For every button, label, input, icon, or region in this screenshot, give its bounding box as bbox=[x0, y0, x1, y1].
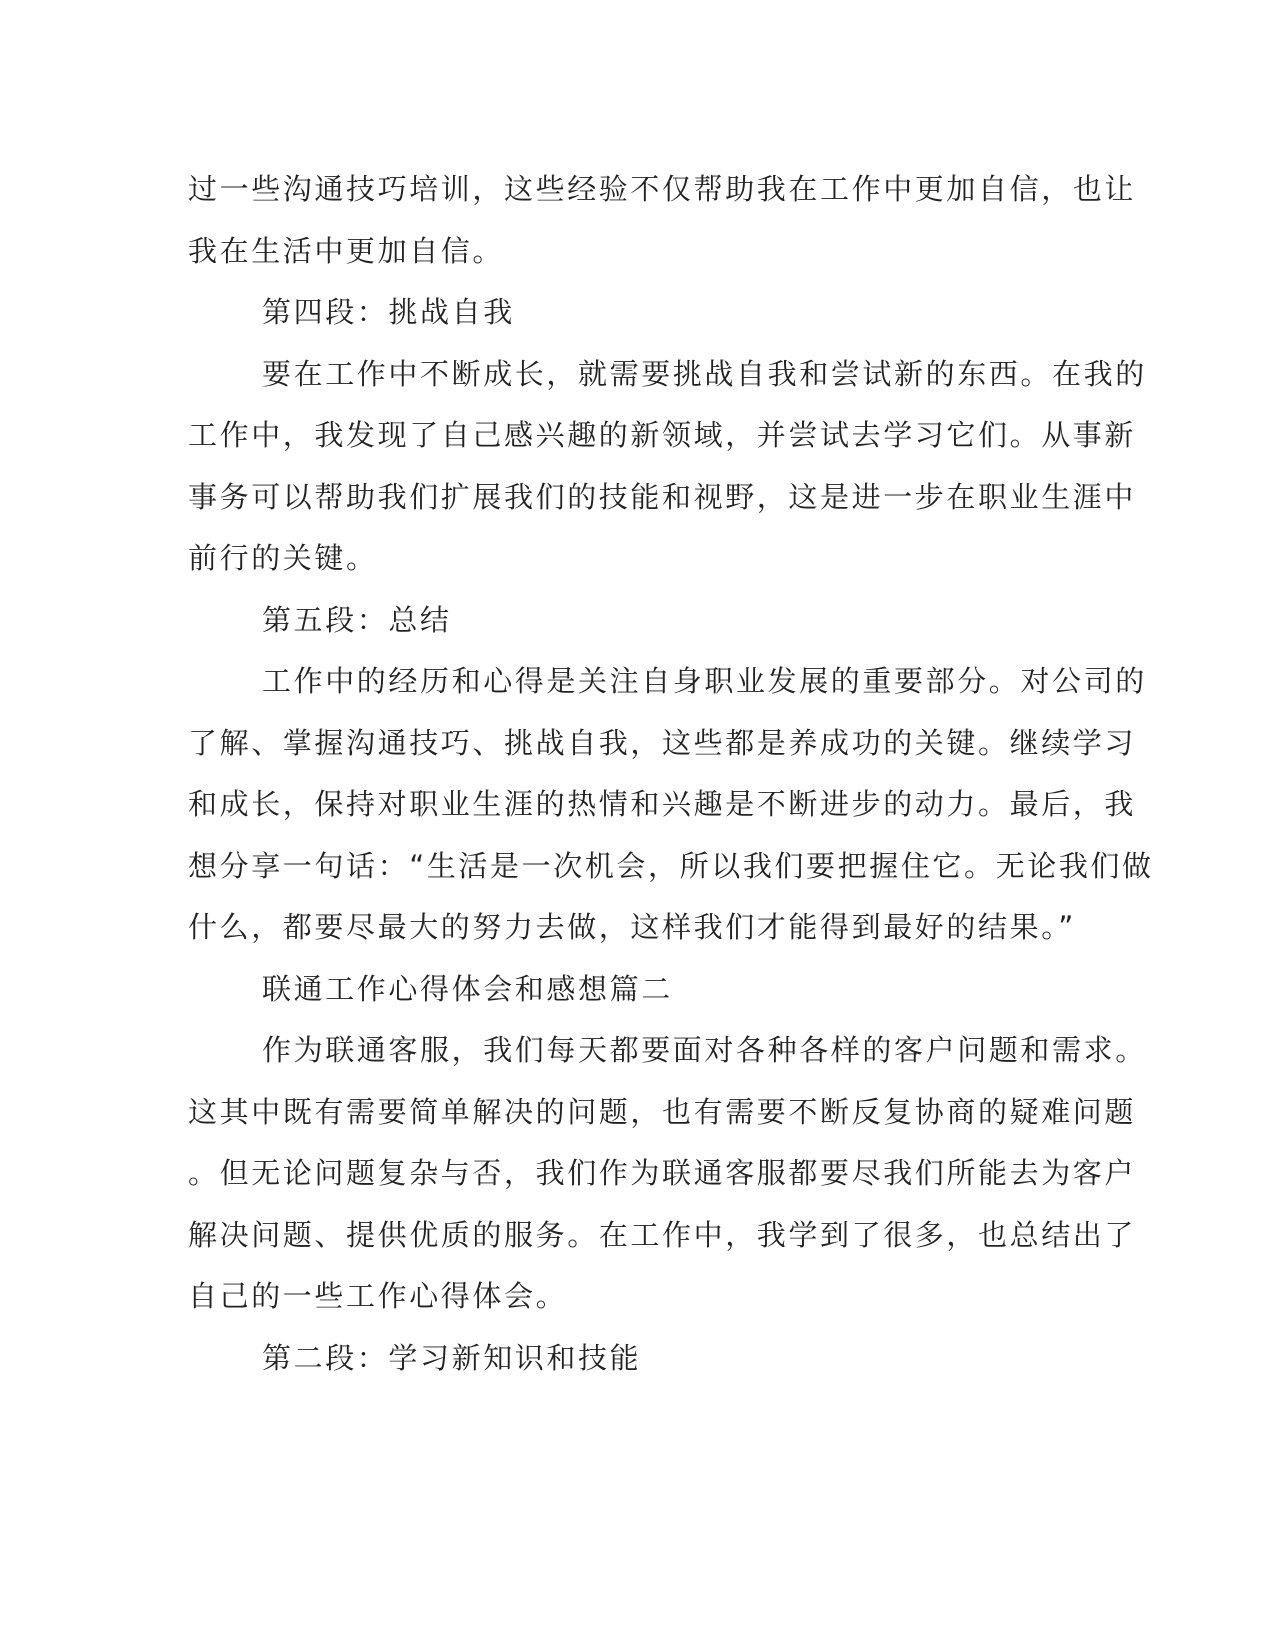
text-line: 工作中的经历和心得是关注自身职业发展的重要部分。对公司的 bbox=[262, 664, 1147, 698]
section-heading-4 bbox=[188, 282, 1068, 344]
text-line: 什么，都要尽最大的努力去做，这样我们才能得到最好的结果。” bbox=[188, 910, 1076, 944]
paragraph-summary bbox=[188, 651, 1154, 959]
text-line: 事务可以帮助我们扩展我们的技能和视野，这是进一步在职业生涯中 bbox=[188, 479, 1137, 514]
section-heading-5 bbox=[188, 590, 1068, 652]
text-line: 要在工作中不断成长，就需要挑战自我和尝试新的东西。在我的 bbox=[262, 356, 1147, 391]
text-line: 解决问题、提供优质的服务。在工作中，我学到了很多，也总结出了 bbox=[188, 1217, 1137, 1252]
text-line: 工作中，我发现了自己感兴趣的新领域，并尝试去学习它们。从事新 bbox=[188, 418, 1137, 452]
text-line: 前行的关键。 bbox=[188, 541, 378, 575]
heading-text: 第五段：总结 bbox=[262, 602, 452, 637]
text-line: 和成长，保持对职业生涯的热情和兴趣是不断进步的动力。最后，我 bbox=[188, 787, 1137, 821]
section-heading-2 bbox=[188, 1328, 1068, 1390]
text-line: 过一些沟通技巧培训，这些经验不仅帮助我在工作中更加自信，也让 bbox=[188, 172, 1137, 206]
text-line: 。但无论问题复杂与否，我们作为联通客服都要尽我们所能去为客户 bbox=[188, 1156, 1137, 1190]
text-line: 这其中既有需要简单解决的问题，也有需要不断反复协商的疑难问题 bbox=[188, 1094, 1137, 1129]
article-title-part-2 bbox=[188, 959, 1068, 1021]
title-text: 联通工作心得体会和感想篇二 bbox=[262, 971, 673, 1006]
paragraph-customer-service bbox=[188, 1020, 1147, 1328]
heading-text: 第二段：学习新知识和技能 bbox=[262, 1340, 642, 1375]
text-line: 了解、掌握沟通技巧、挑战自我，这些都是养成功的关键。继续学习 bbox=[188, 725, 1137, 760]
paragraph-communication-training bbox=[188, 159, 1137, 282]
text-line: 作为联通客服，我们每天都要面对各种各样的客户问题和需求。 bbox=[262, 1033, 1147, 1067]
heading-text: 第四段：挑战自我 bbox=[262, 295, 515, 329]
paragraph-challenge-self bbox=[188, 344, 1147, 590]
text-line: 想分享一句话：“生活是一次机会，所以我们要把握住它。无论我们做 bbox=[188, 848, 1154, 883]
text-line: 我在生活中更加自信。 bbox=[188, 233, 505, 268]
text-line: 自己的一些工作心得体会。 bbox=[188, 1279, 568, 1313]
document-body bbox=[188, 159, 1154, 1389]
